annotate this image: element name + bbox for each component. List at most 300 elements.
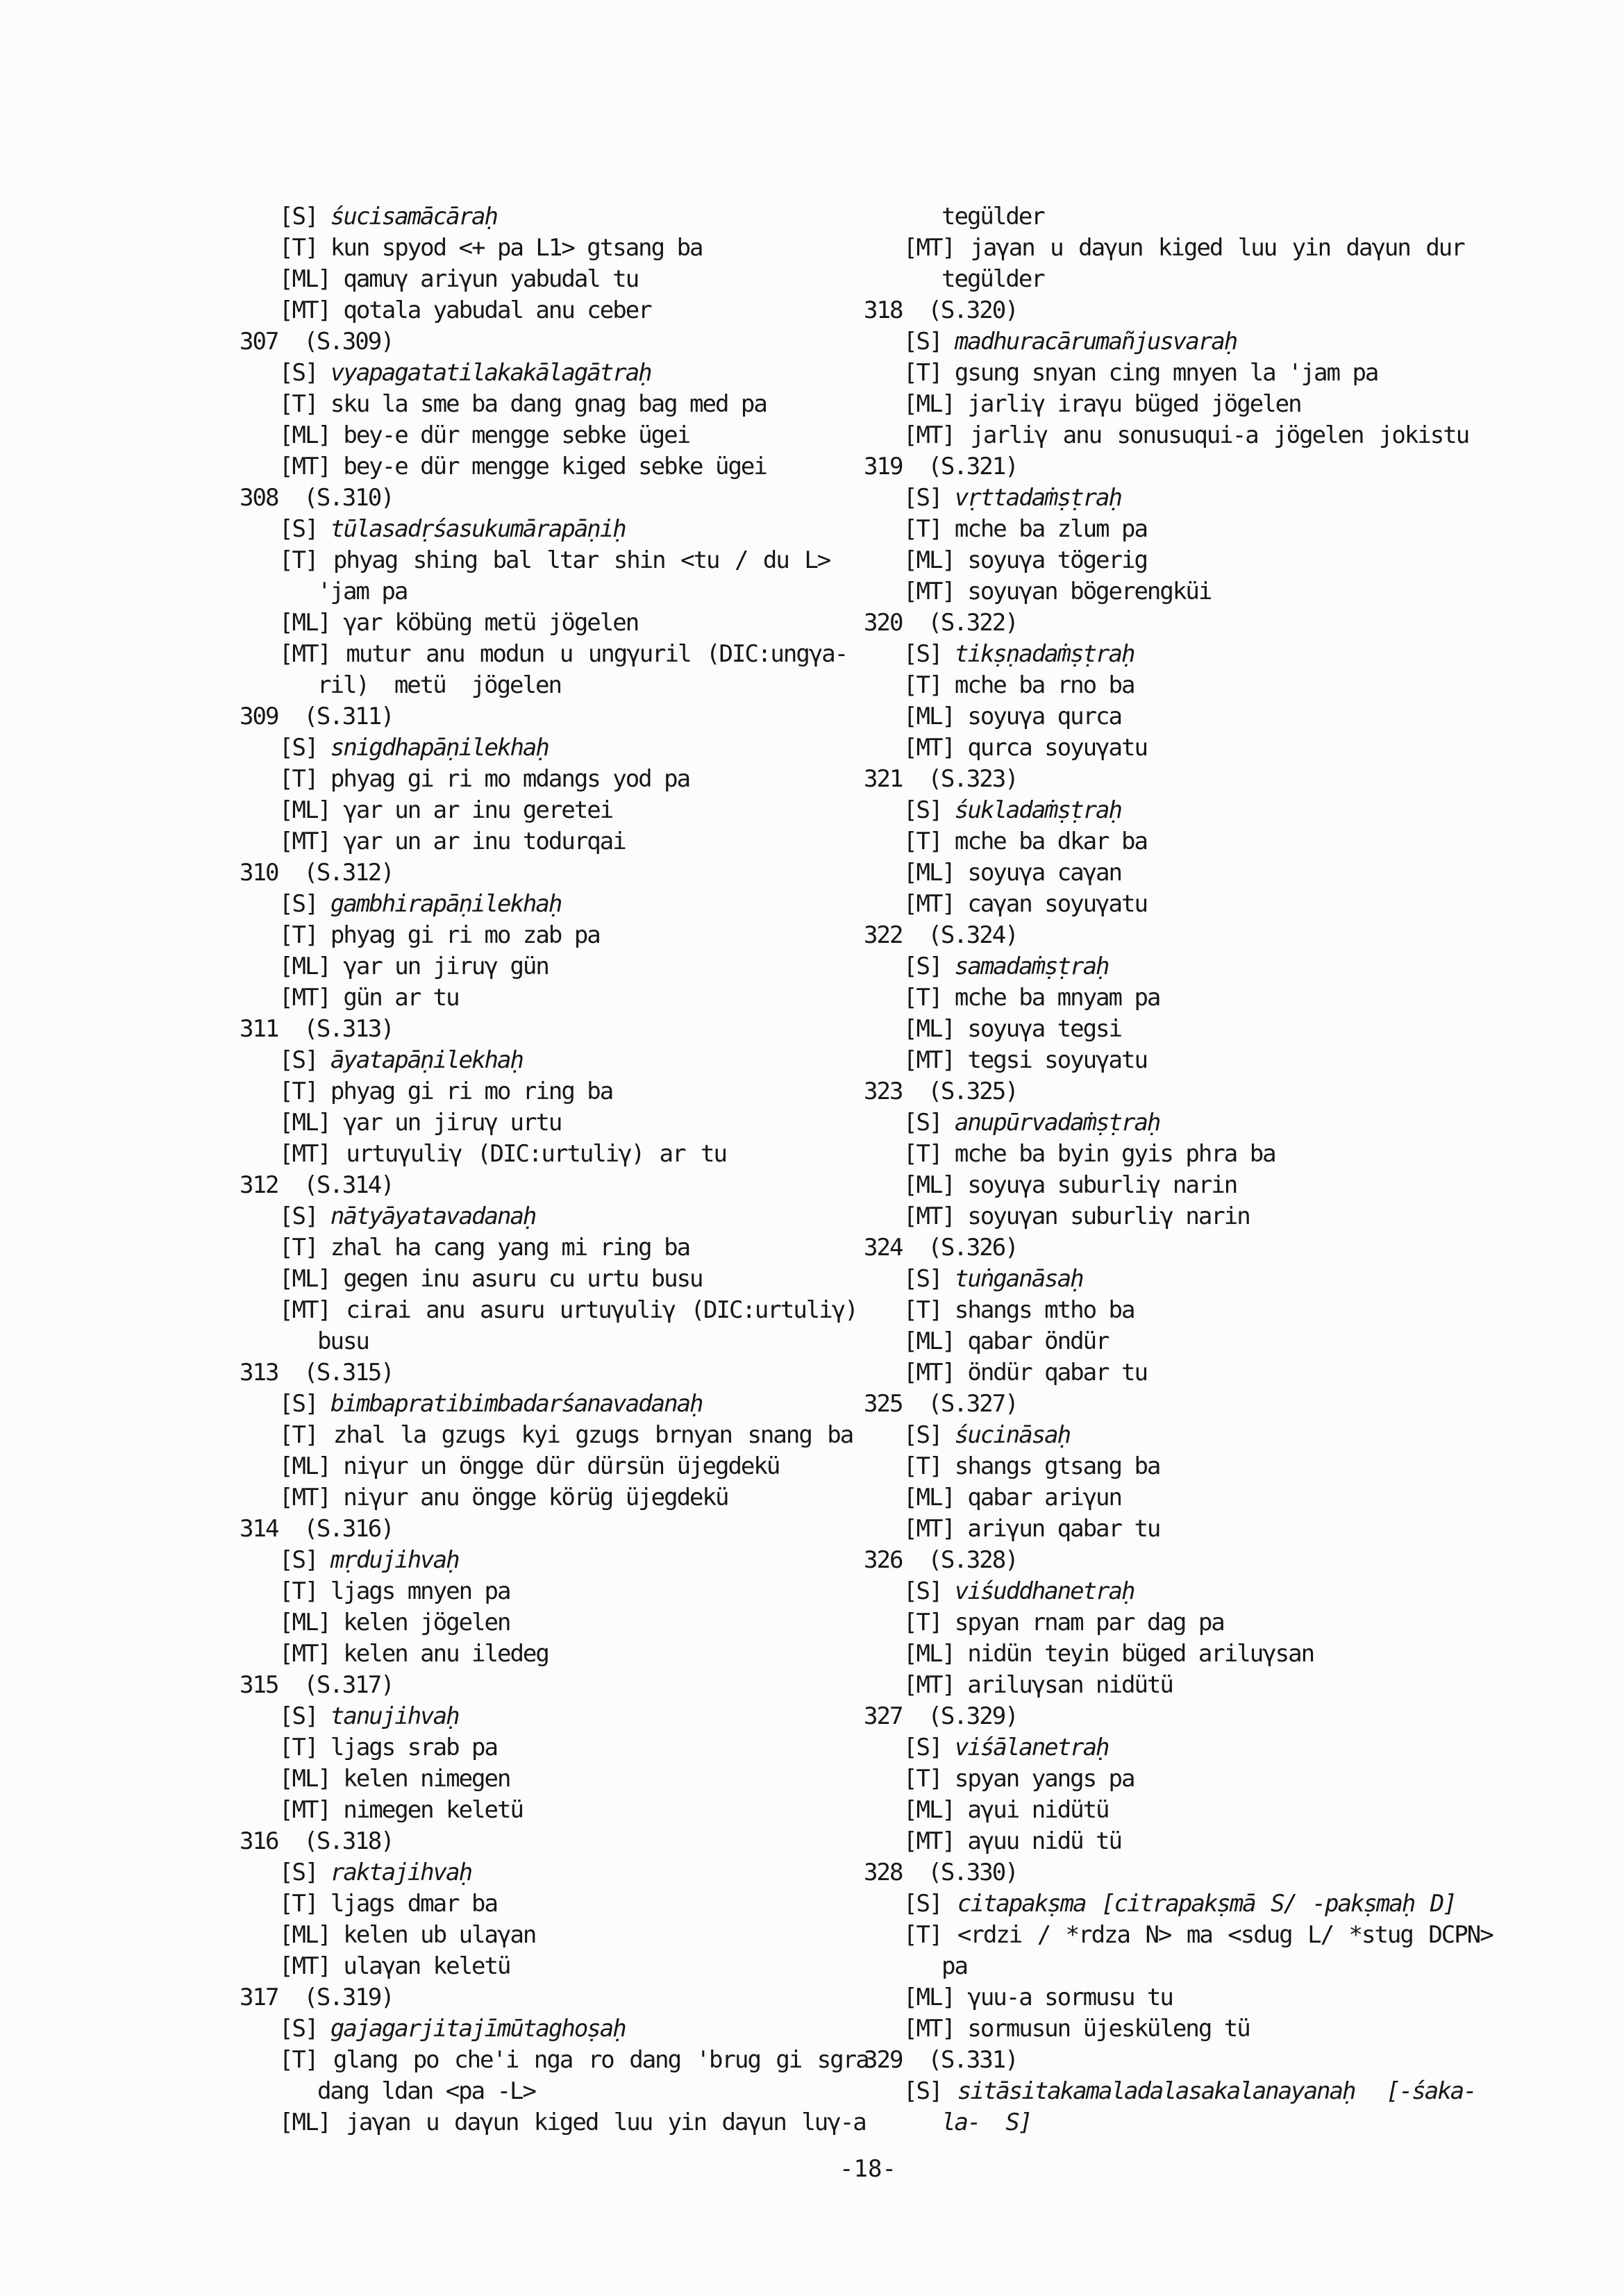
field-label: [T] (279, 234, 330, 262)
field-text: vyapagatatilakakālagātraḥ (330, 359, 651, 387)
entry-number-text: 316 (S.318) (240, 1827, 394, 1855)
field-label: [MT] (279, 1952, 344, 1980)
field-label: [T] (279, 765, 330, 793)
field-text: niγur anu öngge körüg üjegdekü (343, 1484, 728, 1511)
entry-line (864, 795, 1521, 826)
field-label: [S] (903, 640, 955, 668)
field-text: ulaγan keletü (343, 1952, 510, 1980)
field-text: mche ba mnyam pa (954, 984, 1160, 1012)
field-label: [T] (903, 828, 955, 855)
entry-line (240, 2013, 831, 2045)
field-label: [ML] (903, 390, 968, 418)
field-label: [ML] (903, 546, 968, 574)
entry-line (864, 483, 1521, 514)
field-text: γar un jiruγ gün (343, 953, 549, 980)
entry-number (240, 1514, 831, 1545)
field-text: la- S] (941, 2109, 1032, 2136)
continuation-line (240, 576, 831, 607)
field-label: [MT] (903, 1827, 968, 1855)
field-label: [S] (903, 2077, 957, 2105)
field-label: [MT] (903, 2015, 968, 2043)
entry-number-text: 323 (S.325) (864, 1078, 1018, 1105)
entry-line (864, 1201, 1521, 1232)
entry-number (864, 920, 1521, 951)
entry-line (864, 951, 1521, 982)
entry-line (864, 1107, 1521, 1139)
entry-number-text: 307 (S.309) (240, 328, 394, 355)
entry-line (864, 2076, 1521, 2107)
entry-line (864, 545, 1521, 576)
entry-line (240, 264, 831, 295)
entry-line (240, 1545, 831, 1576)
page-number: -18- (839, 2155, 896, 2183)
continuation-line (864, 264, 1521, 295)
field-text: shangs mtho ba (954, 1296, 1135, 1324)
field-label: [ML] (903, 703, 968, 730)
field-label: [T] (279, 546, 333, 574)
entry-line (240, 451, 831, 483)
entry-line (864, 1795, 1521, 1826)
entry-line (864, 701, 1521, 732)
field-text: soyuγan suburliγ narin (967, 1203, 1250, 1230)
entry-line (864, 358, 1521, 389)
field-text: śucināsaḥ (954, 1421, 1071, 1449)
entry-number-text: 325 (S.327) (864, 1390, 1018, 1418)
entry-line (240, 233, 831, 264)
field-text: gsung snyan cing mnyen la 'jam pa (954, 359, 1378, 387)
entry-line (864, 1482, 1521, 1514)
field-label: [T] (903, 1140, 955, 1168)
field-text: phyag gi ri mo zab pa (330, 921, 600, 949)
field-label: [MT] (903, 421, 971, 449)
entry-line (240, 764, 831, 795)
field-text: 'jam pa (317, 578, 408, 605)
field-label: [MT] (903, 234, 971, 262)
field-label: [T] (903, 671, 955, 699)
field-label: [T] (903, 984, 955, 1012)
entry-number-text: 308 (S.310) (240, 484, 394, 512)
entry-line (864, 389, 1521, 420)
entry-line (240, 732, 831, 764)
field-text: nidün teyin büged ariluγsan (967, 1640, 1314, 1668)
field-text: gegen inu asuru cu urtu busu (343, 1265, 703, 1293)
field-text: nimegen keletü (343, 1796, 523, 1824)
entry-line (864, 1982, 1521, 2013)
entry-number (240, 1357, 831, 1389)
field-label: [ML] (903, 859, 968, 887)
entry-number (240, 1982, 831, 2013)
entry-number-text: 326 (S.328) (864, 1546, 1018, 1574)
entry-line (240, 982, 831, 1014)
field-text: ariluγsan nidütü (967, 1671, 1173, 1699)
field-label: [S] (903, 1109, 955, 1137)
field-text: madhuracārumañjusvaraḥ (954, 328, 1237, 355)
field-text: cirai anu asuru urtuγuliγ (DIC:urtuliγ) (346, 1296, 857, 1324)
field-text: qotala yabudal anu ceber (343, 296, 651, 324)
field-label: [T] (279, 1234, 330, 1262)
field-text: soyuγa tegsi (967, 1015, 1121, 1043)
entry-line (864, 1514, 1521, 1545)
field-label: [S] (279, 1390, 330, 1418)
entry-number-text: 314 (S.316) (240, 1515, 394, 1543)
continuation-line (240, 1326, 831, 1357)
entry-line (240, 1763, 831, 1795)
entry-line (240, 1201, 831, 1232)
field-label: [MT] (903, 890, 968, 918)
entry-number (864, 1076, 1521, 1107)
field-text: snigdhapāṇilekhaḥ (330, 734, 549, 762)
field-label: [ML] (279, 609, 344, 637)
field-text: phyag gi ri mo mdangs yod pa (330, 765, 690, 793)
entry-line (240, 1795, 831, 1826)
field-text: γar un jiruγ urtu (343, 1109, 562, 1137)
field-text: γar un ar inu todurqai (343, 828, 626, 855)
field-text: kelen nimegen (343, 1765, 510, 1793)
field-text: spyan rnam par dag pa (954, 1609, 1224, 1636)
field-text: vṛttadaṁṣṭraḥ (954, 484, 1121, 512)
field-label: [MT] (903, 1359, 968, 1386)
entry-line (240, 889, 831, 920)
entry-line (240, 1107, 831, 1139)
field-label: [T] (279, 1078, 330, 1105)
field-label: [S] (279, 515, 330, 543)
field-label: [ML] (279, 421, 344, 449)
continuation-line (240, 2076, 831, 2107)
field-text: nātyāyatavadanaḥ (330, 1203, 536, 1230)
field-label: [MT] (279, 640, 346, 668)
field-label: [ML] (279, 265, 344, 293)
field-label: [S] (279, 1046, 330, 1074)
entry-line (240, 1076, 831, 1107)
field-text: kun spyod <+ pa L1> gtsang ba (330, 234, 703, 262)
field-text: tanujihvaḥ (330, 1702, 459, 1730)
field-text: śukladaṁṣṭraḥ (954, 796, 1121, 824)
entry-line (864, 1639, 1521, 1670)
entry-line (864, 1763, 1521, 1795)
entry-line (864, 1670, 1521, 1701)
entry-line (240, 1139, 831, 1170)
field-label: [S] (279, 1859, 330, 1886)
field-text: γar köbüng metü jögelen (343, 609, 639, 637)
entry-line (240, 1732, 831, 1763)
entry-line (240, 1888, 831, 1920)
field-text: <rdzi / *rdza N> ma <sdug L/ *stug DCPN> (957, 1921, 1493, 1949)
field-label: [ML] (903, 1327, 968, 1355)
entry-line (240, 1951, 831, 1982)
entry-line (240, 2045, 869, 2076)
field-text: pa (941, 1952, 967, 1980)
entry-number (864, 295, 1521, 326)
entry-number-text: 312 (S.314) (240, 1171, 394, 1199)
entry-line (240, 358, 831, 389)
field-text: tegülder (941, 265, 1044, 293)
entry-line (240, 1264, 831, 1295)
entry-line (864, 1576, 1521, 1607)
field-label: [ML] (279, 953, 344, 980)
field-label: [MT] (279, 453, 344, 480)
field-label: [T] (279, 921, 330, 949)
entry-number-text: 321 (S.323) (864, 765, 1018, 793)
field-text: qabar öndür (967, 1327, 1109, 1355)
field-label: [MT] (903, 1671, 968, 1699)
field-text: raktajihvaḥ (330, 1859, 472, 1886)
entry-line (864, 233, 1521, 264)
field-label: [S] (903, 484, 955, 512)
entry-line (240, 420, 831, 451)
field-label: [T] (903, 1765, 955, 1793)
entry-line (864, 1826, 1521, 1857)
field-label: [T] (279, 1421, 333, 1449)
entry-number (240, 1826, 831, 1857)
continuation-line (864, 2107, 1521, 2138)
field-label: [S] (279, 890, 330, 918)
field-text: kelen anu iledeg (343, 1640, 549, 1668)
field-text: citapakṣma [citrapakṣmā S/ -pakṣmaḥ D] (957, 1890, 1456, 1918)
field-label: [S] (903, 796, 955, 824)
field-text: phyag gi ri mo ring ba (330, 1078, 613, 1105)
field-text: soyuγa caγan (967, 859, 1121, 887)
field-label: [ML] (279, 1452, 344, 1480)
entry-line (240, 201, 831, 233)
field-text: caγan soyuγatu (967, 890, 1147, 918)
entry-line (864, 1170, 1521, 1201)
field-label: [MT] (903, 1203, 968, 1230)
left-column (240, 201, 869, 2138)
field-label: [MT] (279, 1640, 344, 1668)
entry-line (864, 2013, 1521, 2045)
entry-line (240, 1045, 831, 1076)
field-label: [MT] (279, 1140, 346, 1168)
field-label: [S] (279, 203, 330, 231)
entry-number-text: 313 (S.315) (240, 1359, 394, 1386)
entry-line (864, 514, 1521, 545)
continuation-line (240, 670, 831, 701)
field-text: gün ar tu (343, 984, 459, 1012)
field-label: [S] (903, 328, 955, 355)
entry-number (864, 1857, 1521, 1888)
field-label: [S] (903, 1577, 955, 1605)
field-text: urtuγuliγ (DIC:urtuliγ) ar tu (346, 1140, 726, 1168)
field-label: [MT] (903, 734, 968, 762)
entry-line (864, 1295, 1521, 1326)
field-label: [ML] (903, 1015, 968, 1043)
entry-line (864, 826, 1521, 857)
field-label: [S] (279, 734, 330, 762)
entry-line (864, 420, 1521, 451)
field-text: ariγun qabar tu (967, 1515, 1160, 1543)
entry-number-text: 315 (S.317) (240, 1671, 394, 1699)
field-text: tikṣṇadaṁṣṭraḥ (954, 640, 1135, 668)
field-text: glang po che'i nga ro dang 'brug gi sgra (333, 2046, 869, 2074)
field-label: [ML] (903, 1640, 968, 1668)
field-text: tegsi soyuγatu (967, 1046, 1147, 1074)
entry-number (864, 1701, 1521, 1732)
field-label: [T] (903, 1296, 955, 1324)
field-text: sormusun üjesküleng tü (967, 2015, 1250, 2043)
entry-line (864, 639, 1521, 670)
entry-line (240, 2107, 866, 2138)
field-label: [T] (903, 359, 955, 387)
field-text: jaγan u daγun kiged luu yin daγun dur (970, 234, 1464, 262)
field-text: mche ba zlum pa (954, 515, 1147, 543)
field-label: [S] (279, 1203, 330, 1230)
field-text: soyuγan bögerengküi (967, 578, 1212, 605)
field-text: mche ba rno ba (954, 671, 1135, 699)
entry-line (240, 1639, 831, 1670)
field-text: jaγan u daγun kiged luu yin daγun luγ-a (346, 2109, 866, 2136)
entry-line (240, 951, 831, 982)
entry-line (864, 1451, 1521, 1482)
field-text: zhal la gzugs kyi gzugs brnyan snang ba (333, 1421, 853, 1449)
field-text: mche ba byin gyis phra ba (954, 1140, 1275, 1168)
entry-line (240, 1451, 831, 1482)
field-label: [S] (903, 1734, 955, 1761)
entry-number-text: 322 (S.324) (864, 921, 1018, 949)
entry-line (864, 670, 1521, 701)
field-text: mṛdujihvaḥ (330, 1546, 459, 1574)
entry-number-text: 311 (S.313) (240, 1015, 394, 1043)
entry-number-text: 328 (S.330) (864, 1859, 1018, 1886)
field-label: [T] (903, 1921, 957, 1949)
field-text: tegülder (941, 203, 1044, 231)
continuation-line (864, 201, 1521, 233)
field-text: qamuγ ariγun yabudal tu (343, 265, 639, 293)
field-label: [S] (903, 1890, 957, 1918)
entry-number (864, 2045, 1521, 2076)
field-label: [MT] (279, 1484, 344, 1511)
right-column (864, 201, 1521, 2138)
field-label: [S] (279, 1702, 330, 1730)
entry-line (864, 1607, 1521, 1639)
field-label: [ML] (279, 796, 344, 824)
field-text: anupūrvadaṁṣṭraḥ (954, 1109, 1160, 1137)
entry-line (864, 1014, 1521, 1045)
field-text: busu (317, 1327, 369, 1355)
field-text: qabar ariγun (967, 1484, 1121, 1511)
field-label: [MT] (903, 1046, 968, 1074)
field-text: viśuddhanetraḥ (954, 1577, 1135, 1605)
entry-number-text: 320 (S.322) (864, 609, 1018, 637)
entry-number-text: 319 (S.321) (864, 453, 1018, 480)
field-label: [ML] (279, 2109, 346, 2136)
entry-number (240, 483, 831, 514)
entry-number (864, 1232, 1521, 1264)
entry-number-text: 318 (S.320) (864, 296, 1018, 324)
field-text: gajagarjitajīmūtaghoṣaḥ (330, 2015, 626, 2043)
entry-line (240, 1389, 831, 1420)
entry-number (864, 607, 1521, 639)
entry-line (240, 1576, 831, 1607)
field-text: sku la sme ba dang gnag bag med pa (330, 390, 767, 418)
entry-line (240, 1482, 831, 1514)
field-label: [ML] (279, 1265, 344, 1293)
field-label: [T] (279, 1890, 330, 1918)
field-label: [S] (279, 1546, 330, 1574)
entry-number (240, 1014, 831, 1045)
entry-line (864, 1420, 1521, 1451)
entry-number (240, 1170, 831, 1201)
field-label: [ML] (279, 1765, 344, 1793)
entry-line (240, 545, 831, 576)
field-text: ljags mnyen pa (330, 1577, 510, 1605)
entry-number-text: 317 (S.319) (240, 1984, 394, 2011)
entry-line (240, 1295, 857, 1326)
field-label: [MT] (279, 1796, 344, 1824)
entry-number (240, 857, 831, 889)
field-label: [T] (279, 390, 330, 418)
entry-number-text: 324 (S.326) (864, 1234, 1018, 1262)
entry-line (864, 1264, 1521, 1295)
field-label: [MT] (279, 1296, 346, 1324)
entry-number (240, 1670, 831, 1701)
entry-line (240, 639, 848, 670)
entry-number-text: 327 (S.329) (864, 1702, 1018, 1730)
field-label: [T] (903, 1452, 955, 1480)
entry-line (864, 326, 1521, 358)
field-text: mche ba dkar ba (954, 828, 1147, 855)
field-text: soyuγa qurca (967, 703, 1121, 730)
field-text: gambhirapāṇilekhaḥ (330, 890, 562, 918)
entry-number-text: 329 (S.331) (864, 2046, 1018, 2074)
entry-line (864, 857, 1521, 889)
field-text: kelen jögelen (343, 1609, 510, 1636)
field-text: ljags srab pa (330, 1734, 497, 1761)
field-text: qurca soyuγatu (967, 734, 1147, 762)
field-text: niγur un öngge dür dürsün üjegdekü (343, 1452, 780, 1480)
field-text: soyuγa tögerig (967, 546, 1147, 574)
field-text: bey-e dür mengge sebke ügei (343, 421, 690, 449)
field-text: zhal ha cang yang mi ring ba (330, 1234, 690, 1262)
field-label: [ML] (279, 1109, 344, 1137)
field-label: [ML] (903, 1171, 968, 1199)
field-text: phyag shing bal ltar shin <tu / du L> (333, 546, 830, 574)
field-label: [ML] (903, 1484, 968, 1511)
field-label: [MT] (279, 296, 344, 324)
field-text: γar un ar inu geretei (343, 796, 613, 824)
entry-line (240, 826, 831, 857)
field-label: [MT] (903, 1515, 968, 1543)
entry-line (240, 1920, 831, 1951)
entry-line (864, 1139, 1521, 1170)
field-label: [T] (903, 1609, 955, 1636)
field-text: aγuu nidü tü (967, 1827, 1121, 1855)
field-text: öndür qabar tu (967, 1359, 1147, 1386)
field-label: [S] (903, 1265, 955, 1293)
entry-line (240, 1701, 831, 1732)
field-text: bey-e dür mengge kiged sebke ügei (343, 453, 767, 480)
field-text: kelen ub ulaγan (343, 1921, 536, 1949)
field-text: aγui nidütü (967, 1796, 1109, 1824)
entry-number (240, 701, 831, 732)
entry-line (864, 1888, 1521, 1920)
field-text: āyatapāṇilekhaḥ (330, 1046, 523, 1074)
entry-number-text: 309 (S.311) (240, 703, 394, 730)
field-label: [S] (279, 2015, 330, 2043)
field-text: viśālanetraḥ (954, 1734, 1109, 1761)
field-text: jarliγ anu sonusuqui-a jögelen jokistu (970, 421, 1469, 449)
field-label: [S] (903, 1421, 955, 1449)
field-text: mutur anu modun u ungγuril (DIC:ungγa- (346, 640, 848, 668)
field-text: spyan yangs pa (954, 1765, 1135, 1793)
entry-line (240, 295, 831, 326)
field-text: dang ldan <pa -L> (317, 2077, 535, 2105)
entry-line (240, 1607, 831, 1639)
entry-number (240, 326, 831, 358)
field-label: [S] (903, 953, 955, 980)
entry-line (864, 1732, 1521, 1763)
field-text: ril) metü jögelen (317, 671, 561, 699)
field-label: [ML] (279, 1921, 344, 1949)
